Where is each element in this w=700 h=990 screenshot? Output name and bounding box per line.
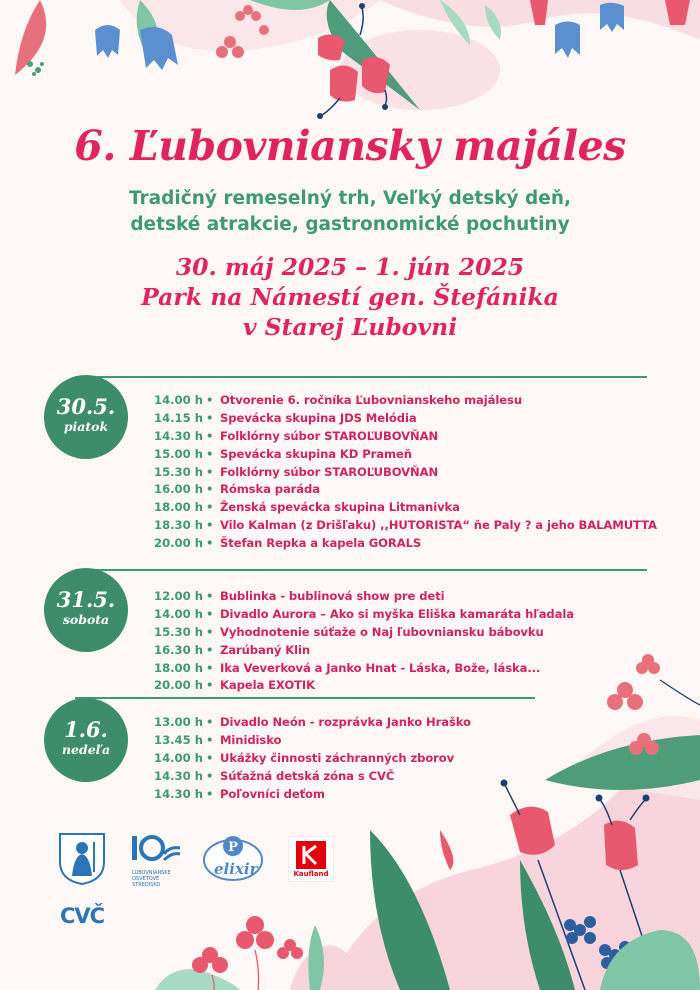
item-time: 12.00 h: [154, 588, 203, 603]
bullet: •: [206, 642, 214, 657]
item-time: 14.30 h: [154, 428, 203, 443]
day-badge: [44, 375, 128, 459]
list-item: [154, 391, 674, 409]
item-time: 15.30 h: [154, 624, 203, 639]
list-item: [154, 641, 674, 659]
item-name: Vyhodnotenie súťaže o Naj ľubovniansku bábovku: [220, 624, 544, 639]
list-item: [154, 676, 674, 694]
item-time: 15.00 h: [154, 446, 203, 461]
los-logo-text: [132, 870, 171, 888]
item-time: 20.00 h: [154, 678, 203, 693]
day-date: 31.5.: [56, 587, 116, 612]
bullet: •: [206, 768, 214, 783]
list-item: [154, 445, 674, 463]
elixir-logo-text: elixir: [214, 860, 258, 878]
day-divider: [75, 376, 647, 378]
item-time: 18.00 h: [154, 500, 203, 515]
bullet: •: [206, 518, 214, 533]
list-item: [154, 463, 674, 481]
item-name: Rómska paráda: [220, 482, 320, 497]
item-name: Spevácka skupina KD Prameň: [220, 446, 412, 461]
list-item: [154, 785, 674, 803]
item-time: 13.45 h: [154, 732, 203, 747]
venue-line-2: v Starej Ľubovni: [242, 313, 458, 341]
bullet: •: [206, 464, 214, 479]
bullet: •: [206, 446, 214, 461]
bullet: •: [206, 428, 214, 443]
program-list: [154, 391, 674, 552]
item-time: 14.30 h: [154, 786, 203, 801]
event-title: 6. Ľubovniansky majáles: [74, 122, 626, 170]
item-name: Folklórny súbor STAROĽUBOVŇAN: [220, 464, 439, 479]
program-list: [154, 587, 674, 694]
list-item: [154, 731, 674, 749]
list-item: [154, 516, 674, 534]
item-time: 14.15 h: [154, 410, 203, 425]
bullet: •: [206, 660, 214, 675]
los-line-3: STREDISKO: [132, 882, 161, 888]
item-time: 14.00 h: [154, 606, 203, 621]
bullet: •: [206, 536, 214, 551]
item-time: 18.30 h: [154, 518, 203, 533]
bullet: •: [206, 410, 214, 425]
kaufland-logo-text: Kaufland: [293, 870, 329, 878]
item-name: Ika Veverková a Janko Hnat - Láska, Bože, láska...: [220, 660, 541, 675]
bullet: •: [206, 482, 214, 497]
item-name: Bublinka - bublinová show pre deti: [220, 588, 445, 603]
item-name: Súťažná detská zóna s CVČ: [220, 768, 395, 783]
day-date: 1.6.: [64, 717, 108, 742]
item-name: Ženská spevácka skupina Litmanivka: [220, 500, 460, 515]
item-name: Spevácka skupina JDS Melódia: [220, 410, 417, 425]
los-line-2: OSVETOVÉ: [132, 876, 160, 882]
list-item: [154, 713, 674, 731]
list-item: [154, 587, 674, 605]
date-range: 30. máj 2025 – 1. jún 2025: [175, 253, 525, 281]
day-divider: [75, 697, 535, 699]
subtitle-line-2: detské atrakcie, gastronomické pochutiny: [130, 214, 570, 235]
bullet: •: [206, 588, 214, 603]
bullet: •: [206, 500, 214, 515]
item-name: Štefan Repka a kapela GORALS: [220, 536, 422, 551]
list-item: [154, 427, 674, 445]
day-divider: [75, 569, 647, 571]
item-time: 13.00 h: [154, 714, 203, 729]
coat-of-arms-icon: [58, 832, 106, 886]
list-item: [154, 409, 674, 427]
item-name: Vilo Kalman (z Drišľaku) ,,HUTORISTA“ ňe Paly ? a jeho BALAMUTTA: [220, 518, 657, 533]
list-item: [154, 749, 674, 767]
list-item: [154, 659, 674, 677]
item-name: Kapela EXOTIK: [220, 678, 316, 693]
subtitle-line-1: Tradičný remeselný trh, Veľký detský deň,: [128, 188, 572, 209]
cvc-logo: CVČ: [60, 904, 105, 928]
bullet: •: [206, 678, 214, 693]
list-item: [154, 498, 674, 516]
item-time: 16.30 h: [154, 642, 203, 657]
item-name: Folklórny súbor STAROĽUBOVŇAN: [220, 428, 439, 443]
day-weekday: nedeľa: [61, 742, 111, 757]
bullet: •: [206, 606, 214, 621]
bullet: •: [206, 392, 214, 407]
list-item: [154, 767, 674, 785]
day-badge: [44, 568, 128, 652]
los-logo-icon: [130, 834, 182, 868]
program-list: [154, 713, 674, 802]
event-dates-venue: [0, 252, 700, 342]
day-badge: [44, 698, 128, 782]
los-line-1: ĽUBOVNIANSKE: [132, 870, 171, 876]
event-subtitle: [0, 186, 700, 238]
bullet: •: [206, 732, 214, 747]
item-time: 16.00 h: [154, 482, 203, 497]
item-time: 14.00 h: [154, 392, 203, 407]
day-weekday: piatok: [63, 419, 109, 434]
list-item: [154, 623, 674, 641]
item-time: 15.30 h: [154, 464, 203, 479]
item-name: Zarúbaný Klin: [220, 642, 311, 657]
item-name: Otvorenie 6. ročníka Ľubovnianskeho majálesu: [220, 392, 522, 407]
item-name: Divadlo Aurora – Ako si myška Eliška kamaráta hľadala: [220, 606, 574, 621]
bullet: •: [206, 624, 214, 639]
item-name: Minidisko: [220, 732, 282, 747]
item-name: Divadlo Neón - rozprávka Janko Hraško: [220, 714, 471, 729]
day-weekday: sobota: [62, 612, 110, 627]
bullet: •: [206, 786, 214, 801]
item-time: 18.00 h: [154, 660, 203, 675]
svg-text:P: P: [228, 840, 238, 855]
item-time: 20.00 h: [154, 536, 203, 551]
item-time: 14.00 h: [154, 750, 203, 765]
item-name: Ukážky činnosti záchranných zborov: [220, 750, 455, 765]
item-time: 14.30 h: [154, 768, 203, 783]
item-name: Poľovníci deťom: [220, 786, 325, 801]
list-item: [154, 605, 674, 623]
venue-line-1: Park na Námestí gen. Štefánika: [141, 283, 559, 311]
day-date: 30.5.: [56, 394, 116, 419]
list-item: [154, 480, 674, 498]
list-item: [154, 534, 674, 552]
bullet: •: [206, 714, 214, 729]
bullet: •: [206, 750, 214, 765]
